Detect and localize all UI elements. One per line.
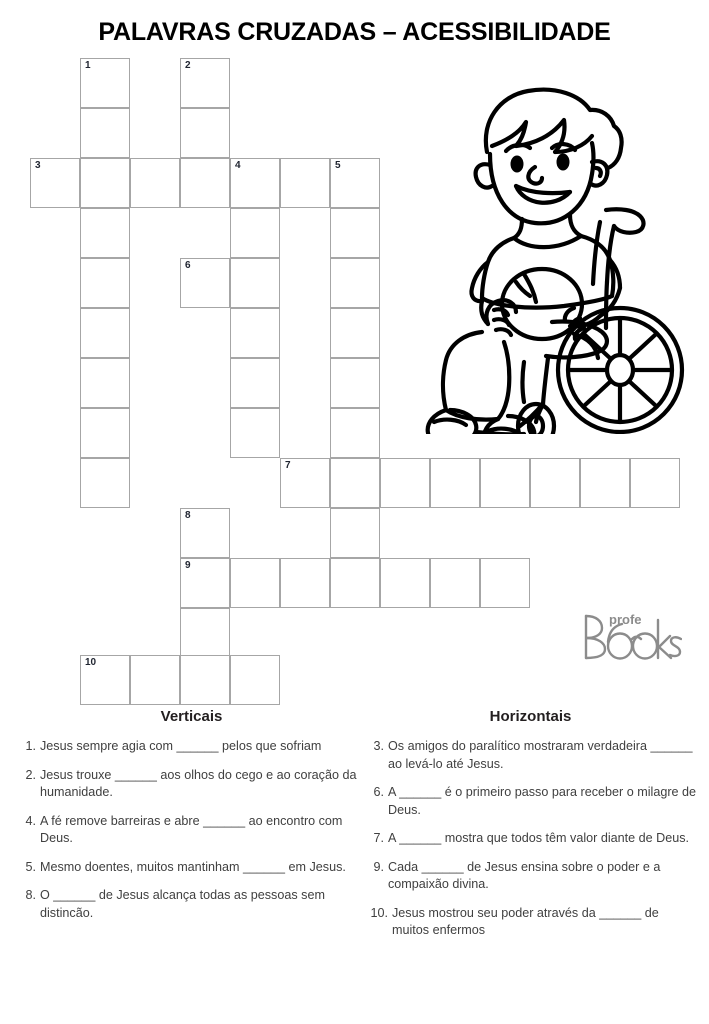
crossword-cell[interactable] — [180, 58, 230, 108]
crossword-cell[interactable] — [80, 408, 130, 458]
clue-number: 4. — [25, 813, 36, 828]
clue-number: 3. — [373, 739, 384, 753]
crossword-cell[interactable] — [230, 308, 280, 358]
crossword-cell[interactable] — [480, 458, 530, 508]
crossword-cell[interactable] — [330, 208, 380, 258]
crossword-cell[interactable] — [280, 158, 330, 208]
clues-horizontais-heading: Horizontais — [489, 708, 572, 725]
crossword-cell[interactable] — [80, 108, 130, 158]
clues-verticais-column — [14, 708, 359, 933]
clue-item — [362, 859, 699, 894]
clue-item — [362, 784, 699, 819]
crossword-cell[interactable] — [230, 208, 280, 258]
clue-number: 1. — [25, 739, 36, 753]
clue-text: A fé remove barreiras e abre ______ ao encontro com Deus. — [40, 813, 343, 845]
clues-verticais-list — [14, 738, 359, 922]
clues-verticais-heading: Verticais — [160, 708, 223, 725]
crossword-cell[interactable] — [130, 158, 180, 208]
crossword-cell[interactable] — [230, 258, 280, 308]
clue-text: Jesus mostrou seu poder através da ______ de muitos enfermos — [392, 905, 659, 937]
clue-item — [14, 859, 359, 877]
crossword-cell-number: 4 — [235, 160, 241, 171]
crossword-cell-number: 5 — [335, 160, 341, 171]
crossword-cell[interactable] — [230, 558, 280, 608]
clue-item — [14, 813, 359, 848]
crossword-cell-number: 7 — [285, 460, 291, 471]
crossword-cell[interactable] — [330, 308, 380, 358]
crossword-cell[interactable] — [80, 158, 130, 208]
crossword-cell[interactable] — [180, 655, 230, 705]
clue-item — [14, 738, 359, 756]
clue-number: 2. — [25, 767, 36, 782]
clue-text: Cada ______ de Jesus ensina sobre o poder e a compaixão divina. — [388, 859, 661, 891]
clue-item — [362, 830, 699, 848]
crossword-cell[interactable] — [230, 408, 280, 458]
crossword-cell[interactable] — [330, 358, 380, 408]
clue-text: Mesmo doentes, muitos mantinham ______ em Jesus. — [40, 859, 346, 874]
clue-text: A ______ mostra que todos têm valor diante de Deus. — [388, 831, 690, 845]
clue-number: 9. — [373, 859, 384, 874]
clue-text: Jesus sempre agia com ______ pelos que sofriam — [40, 739, 322, 753]
crossword-cell[interactable] — [430, 458, 480, 508]
crossword-cell[interactable] — [80, 208, 130, 258]
crossword-cell-number: 10 — [85, 657, 97, 668]
crossword-cell[interactable] — [330, 558, 380, 608]
crossword-cell[interactable] — [80, 258, 130, 308]
clue-number: 10. — [370, 905, 388, 920]
crossword-cell[interactable] — [230, 655, 280, 705]
crossword-cell-number: 9 — [185, 560, 191, 571]
page-title: PALAVRAS CRUZADAS – ACESSIBILIDADE — [98, 18, 611, 46]
crossword-cell[interactable] — [180, 158, 230, 208]
clue-text: Jesus trouxe ______ aos olhos do cego e ao coração da humanidade. — [40, 767, 357, 799]
boy-in-wheelchair-illustration — [424, 82, 692, 434]
crossword-cell-number: 1 — [85, 60, 91, 71]
crossword-cell[interactable] — [230, 358, 280, 408]
crossword-cell[interactable] — [30, 158, 80, 208]
clues-horizontais-column — [362, 708, 699, 951]
crossword-cell[interactable] — [630, 458, 680, 508]
crossword-cell[interactable] — [80, 458, 130, 508]
crossword-cell-number: 3 — [35, 160, 41, 171]
crossword-cell[interactable] — [80, 655, 130, 705]
crossword-cell[interactable] — [480, 558, 530, 608]
crossword-cell[interactable] — [180, 508, 230, 558]
crossword-cell[interactable] — [80, 358, 130, 408]
clue-number: 8. — [25, 888, 36, 902]
crossword-cell-number: 2 — [185, 60, 191, 71]
crossword-cell[interactable] — [330, 458, 380, 508]
crossword-cell[interactable] — [280, 458, 330, 508]
crossword-cell[interactable] — [330, 508, 380, 558]
crossword-cell[interactable] — [280, 558, 330, 608]
clue-text: Os amigos do paralítico mostraram verdadeira ______ ao levá-lo até Jesus. — [388, 739, 693, 771]
clue-item — [14, 767, 359, 802]
clue-number: 7. — [373, 831, 384, 845]
crossword-cell[interactable] — [180, 558, 230, 608]
crossword-cell-number: 6 — [185, 260, 191, 271]
profebooks-logo — [578, 608, 682, 666]
crossword-cell[interactable] — [180, 108, 230, 158]
crossword-cell[interactable] — [80, 308, 130, 358]
crossword-cell[interactable] — [330, 258, 380, 308]
crossword-cell[interactable] — [530, 458, 580, 508]
crossword-cell[interactable] — [230, 158, 280, 208]
clue-item — [362, 738, 699, 773]
crossword-cell[interactable] — [80, 58, 130, 108]
crossword-cell[interactable] — [330, 408, 380, 458]
clue-text: O ______ de Jesus alcança todas as pessoas sem distincão. — [40, 888, 325, 920]
crossword-cell[interactable] — [130, 655, 180, 705]
crossword-cell[interactable] — [180, 608, 230, 658]
crossword-cell[interactable] — [380, 558, 430, 608]
clue-item — [14, 887, 359, 922]
clue-number: 5. — [25, 859, 36, 874]
crossword-cell-number: 8 — [185, 510, 191, 521]
crossword-cell[interactable] — [180, 258, 230, 308]
crossword-cell[interactable] — [380, 458, 430, 508]
clue-number: 6. — [373, 785, 384, 799]
logo-top-word: profe — [609, 612, 642, 627]
clue-text: A ______ é o primeiro passo para receber o milagre de Deus. — [388, 785, 697, 817]
crossword-cell[interactable] — [430, 558, 480, 608]
clues-horizontais-list — [362, 738, 699, 940]
crossword-cell[interactable] — [580, 458, 630, 508]
clue-item — [362, 905, 699, 940]
crossword-cell[interactable] — [330, 158, 380, 208]
